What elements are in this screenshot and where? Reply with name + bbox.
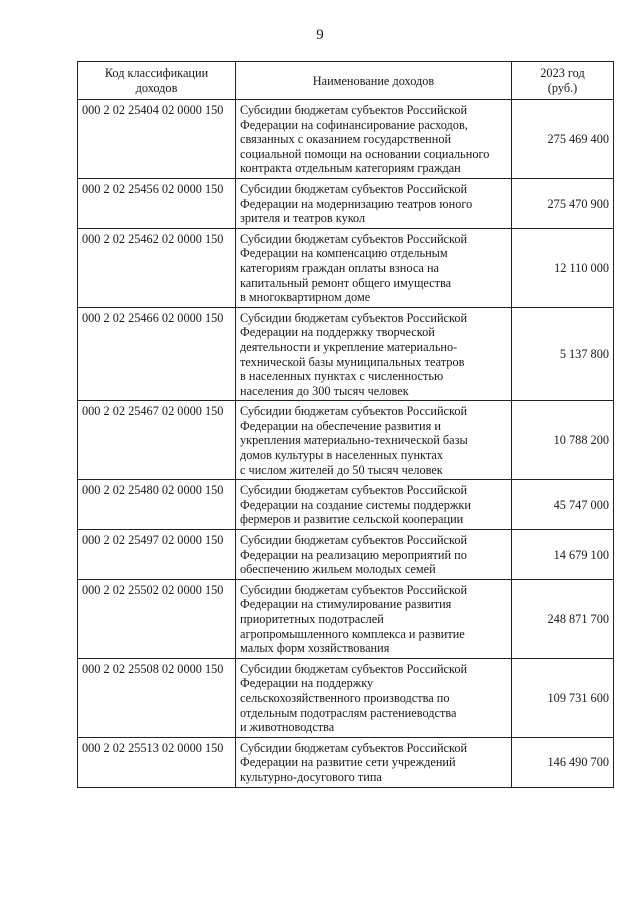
amount-2023: 12 110 000 (512, 228, 614, 307)
revenue-name-line: Федерации на развитие сети учреждений (240, 755, 456, 770)
revenue-name-line: домов культуры в населенных пунктах (240, 448, 443, 463)
revenue-name-line: Субсидии бюджетам субъектов Российской (240, 533, 468, 548)
revenue-name-line: в многоквартирном доме (240, 290, 371, 305)
revenue-name-line: Субсидии бюджетам субъектов Российской (240, 740, 468, 755)
classification-code: 000 2 02 25508 02 0000 150 (78, 658, 236, 737)
revenue-name (236, 530, 512, 580)
revenue-name-line: и животноводства (240, 720, 335, 735)
revenue-name-line: деятельности и укрепление материально- (240, 339, 458, 354)
revenue-name-line: социальной помощи на основании социального (240, 146, 490, 161)
amount-2023: 275 470 900 (512, 178, 614, 228)
revenue-name-line: Федерации на модернизацию театров юного (240, 196, 473, 211)
page-number: 9 (316, 27, 324, 43)
header-code-line: доходов (135, 81, 178, 95)
revenue-name-line: в населенных пунктах с численностью (240, 369, 444, 384)
revenue-name-line: Субсидии бюджетам субъектов Российской (240, 103, 468, 117)
revenue-name (236, 401, 512, 480)
amount-2023: 5 137 800 (512, 307, 614, 401)
revenue-name-line: Федерации на обеспечение развития и (240, 418, 441, 433)
revenue-name-line: фермеров и развитие сельской кооперации (240, 512, 464, 527)
classification-code: 000 2 02 25462 02 0000 150 (78, 228, 236, 307)
revenue-name-line: Субсидии бюджетам субъектов Российской (240, 181, 468, 196)
revenue-name-line: обеспечению жильем молодых семей (240, 562, 436, 577)
revenue-name-line: Федерации на поддержку (240, 676, 374, 691)
revenue-name-line: связанных с оказанием государственной (240, 132, 452, 147)
revenue-name (236, 579, 512, 658)
amount-2023: 275 469 400 (512, 100, 614, 179)
classification-code: 000 2 02 25456 02 0000 150 (78, 178, 236, 228)
revenue-name-line: Федерации на компенсацию отдельным (240, 246, 448, 261)
amount-2023: 14 679 100 (512, 530, 614, 580)
revenue-name-line: населения до 300 тысяч человек (240, 383, 409, 398)
revenue-name-line: агропромышленного комплекса и развитие (240, 626, 465, 641)
revenue-name-line: отдельным подотраслям растениеводства (240, 705, 457, 720)
amount-2023: 146 490 700 (512, 737, 614, 787)
table-row (78, 530, 614, 580)
revenue-name (236, 100, 512, 179)
classification-code: 000 2 02 25497 02 0000 150 (78, 530, 236, 580)
revenue-name-line: Федерации на реализацию мероприятий по (240, 547, 467, 562)
table-row (78, 228, 614, 307)
header-amount-line: 2023 год (540, 66, 585, 81)
header-amount-line: (руб.) (547, 81, 578, 95)
revenue-name-line: Федерации на создание системы поддержки (240, 497, 471, 512)
table-row (78, 307, 614, 401)
classification-code: 000 2 02 25467 02 0000 150 (78, 401, 236, 480)
revenue-name-line: Федерации на софинансирование расходов, (240, 117, 468, 132)
revenue-name-line: Субсидии бюджетам субъектов Российской (240, 483, 468, 498)
revenue-name-line: Субсидии бюджетам субъектов Российской (240, 404, 468, 419)
revenue-name-line: Федерации на стимулирование развития (240, 597, 452, 612)
revenue-name-line: Субсидии бюджетам субъектов Российской (240, 661, 468, 676)
revenue-name-line: категориям граждан оплаты взноса на (240, 260, 439, 275)
table-header-row (78, 62, 614, 100)
revenue-name-line: укрепления материально-технической базы (240, 433, 468, 448)
table-row (78, 658, 614, 737)
table-row (78, 480, 614, 530)
revenue-name (236, 658, 512, 737)
revenue-name-line: капитальный ремонт общего имущества (240, 275, 452, 290)
classification-code: 000 2 02 25502 02 0000 150 (78, 579, 236, 658)
revenue-name-line: технической базы муниципальных театров (240, 354, 465, 369)
revenue-name-line: приоритетных подотраслей (240, 612, 384, 626)
amount-2023: 109 731 600 (512, 658, 614, 737)
revenue-name-line: сельскохозяйственного производства по (240, 690, 450, 705)
revenue-table (77, 61, 614, 788)
classification-code: 000 2 02 25404 02 0000 150 (78, 100, 236, 179)
header-amount (512, 62, 614, 100)
revenue-name-line: Субсидии бюджетам субъектов Российской (240, 310, 468, 325)
classification-code: 000 2 02 25513 02 0000 150 (78, 737, 236, 787)
revenue-name-line: Федерации на поддержку творческой (240, 325, 435, 340)
header-name: Наименование доходов (236, 62, 512, 100)
table-row (78, 737, 614, 787)
header-code (78, 62, 236, 100)
revenue-name-line: контракта отдельным категориям граждан (240, 161, 461, 176)
revenue-name (236, 480, 512, 530)
revenue-name (236, 307, 512, 401)
revenue-name (236, 737, 512, 787)
table-row (78, 401, 614, 480)
revenue-name (236, 228, 512, 307)
classification-code: 000 2 02 25480 02 0000 150 (78, 480, 236, 530)
header-code-line: Код классификации (104, 66, 209, 81)
revenue-name-line: культурно-досугового типа (240, 769, 382, 784)
revenue-name-line: зрителя и театров кукол (240, 211, 366, 226)
table-row (78, 579, 614, 658)
table-row (78, 178, 614, 228)
amount-2023: 10 788 200 (512, 401, 614, 480)
revenue-name (236, 178, 512, 228)
classification-code: 000 2 02 25466 02 0000 150 (78, 307, 236, 401)
revenue-name-line: с числом жителей до 50 тысяч человек (240, 462, 443, 477)
table-row (78, 100, 614, 179)
revenue-name-line: малых форм хозяйствования (240, 641, 390, 656)
amount-2023: 248 871 700 (512, 579, 614, 658)
amount-2023: 45 747 000 (512, 480, 614, 530)
revenue-name-line: Субсидии бюджетам субъектов Российской (240, 582, 468, 597)
revenue-name-line: Субсидии бюджетам субъектов Российской (240, 231, 468, 246)
